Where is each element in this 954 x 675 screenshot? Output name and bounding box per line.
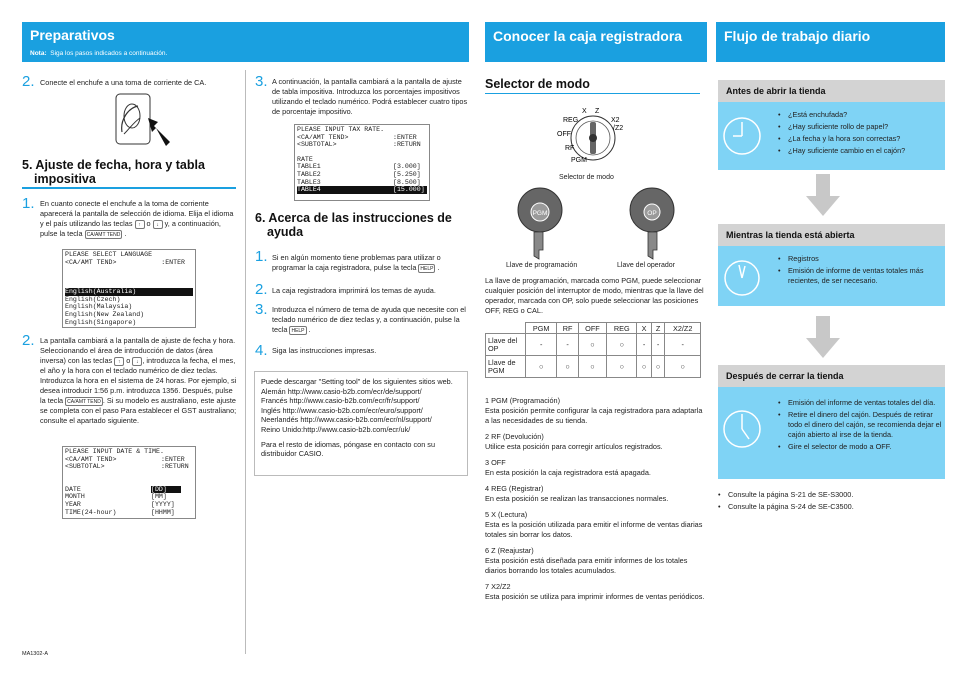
s1-text: En cuanto conecte el enchufe a la toma de corriente aparecerá la pantalla de selección de idioma. Elija el idioma y el país utilizando las teclas ↑ o ↓ y, a continuación, pulse la tecla CA/AMT TEND . xyxy=(40,199,234,238)
down-arrow-key-icon: ↓ xyxy=(153,220,163,229)
help-key-icon: HELP xyxy=(420,265,434,272)
down-arrow-key-icon: ↓ xyxy=(132,357,142,366)
svg-text:OFF: OFF xyxy=(557,131,571,138)
flujo-title: Flujo de trabajo diario xyxy=(724,28,871,44)
info-link[interactable]: Reino Unido:http://www.casio-b2b.com/ecr/uk/ xyxy=(261,424,411,434)
svg-text:RF: RF xyxy=(565,145,575,152)
h4-text: Siga las instrucciones impresas. xyxy=(272,346,377,355)
program-key-icon xyxy=(512,186,572,260)
info-link[interactable]: Alemán http://www.casio-b2b.com/ecr/de/support/ xyxy=(261,386,422,396)
phase-before-open-list: • ¿Está enchufada? • ¿Hay suficiente rollo de papel? • ¿La fecha y la hora son correctas? • ¿Hay suficiente cambio en el cajón? xyxy=(778,110,943,158)
op-key-caption: Llave del operador xyxy=(617,262,675,269)
mode-descriptions: 1 PGM (Programación) Esta posición permite configurar la caja registradora para adaptarla a las necesidades de su tienda. 2 RF (Devolución) Utilice esta posición para corregir artículos registrados. 3 OFF En esta posición la caja registradora está apagada. 4 REG (Registrar) En esta posición se realizan las transacciones normales. 5 X (Lectura) Esta es la posición utilizada para emitir el informe de ventas diarias totales sin borrar los datos. 6 Z (Reajustar) Esta posición está diseñada para emitir informes de los totales diarios borrando los totales acumulados. 7 X2/Z2 Esta posición se utiliza para imprimir informes de ventas periódicos. xyxy=(485,396,705,601)
section-6-title: 6. Acerca de las instrucciones de ayuda xyxy=(255,211,452,239)
svg-text:/Z2: /Z2 xyxy=(613,125,624,132)
phase-open-list: • Registros • Emisión de informe de ventas totales más recientes, de ser necesario. xyxy=(778,254,943,288)
phase-before-open-box xyxy=(718,102,945,170)
up-arrow-key-icon: ↑ xyxy=(135,220,145,229)
conocer-header xyxy=(485,22,707,62)
clock-icon xyxy=(718,246,766,306)
header-note: Nota: Siga los pasos indicados a continuación. xyxy=(30,50,168,57)
preparativos-title: Preparativos xyxy=(30,27,115,43)
download-info-box: Puede descargar "Setting tool" de los siguientes sitios web. Alemán http://www.casio-b2b.com/ecr/de/support/ Francés http://www.casio-b2b.com/ecr/fr/support/ Inglés http://www.casio-b2b.com/ecr/euro/support/ Neerlandés http://www.casio-b2b.com/ecr/nl/support/ Reino Unido:http://www.casio-b2b.com/ecr/uk/ Para el resto de idiomas, póngase en contacto con su distribuidor CASIO. xyxy=(254,371,468,476)
s2-number: 2. xyxy=(22,332,35,349)
h1-number: 1. xyxy=(255,248,268,265)
date-time-screen: PLEASE INPUT DATE & TIME. <CA/AMT TEND> :ENTER <SUBTOTAL> :RETURN DATE [DD] MONTH [MM] YEAR [YYYY] TIME(24-hour) [HHMM] xyxy=(62,446,196,519)
pgm-key-caption: Llave de programación xyxy=(506,262,578,269)
info-link[interactable]: Francés http://www.casio-b2b.com/ecr/fr/support/ xyxy=(261,396,420,406)
column-divider xyxy=(245,70,246,654)
s3-number: 3. xyxy=(255,73,268,90)
step-2-text: Conecte el enchufe a una toma de corriente de CA. xyxy=(40,78,207,87)
conocer-title: Conocer la caja registradora xyxy=(493,28,683,44)
phase-open-box xyxy=(718,246,945,306)
language-screen: PLEASE SELECT LANGUAGE <CA/AMT TEND> :ENTER English(Australia) English(Czech) English(Malaysia) English(New Zealand) English(Singapore) xyxy=(62,249,196,328)
selector-rule xyxy=(485,93,700,94)
svg-text:Z: Z xyxy=(595,108,600,115)
phase-before-open-title: Antes de abrir la tienda xyxy=(718,80,945,102)
flujo-header xyxy=(716,22,945,62)
svg-text:REG: REG xyxy=(563,117,579,124)
phase-after-close-box xyxy=(718,387,945,479)
phase-open-title: Mientras la tienda está abierta xyxy=(718,224,945,246)
down-arrow-icon xyxy=(806,174,840,216)
footnotes: • Consulte la página S-21 de SE-S3000. • Consulte la página S-24 de SE-C3500. xyxy=(718,489,948,513)
dial-caption: Selector de modo xyxy=(559,174,614,181)
operator-key-icon xyxy=(622,186,682,260)
svg-text:OP: OP xyxy=(647,210,657,217)
preparativos-header xyxy=(22,22,469,62)
h3-number: 3. xyxy=(255,301,268,318)
h1-text: Si en algún momento tiene problemas para utilizar o programar la caja registradora, pulse la tecla HELP . xyxy=(272,253,441,272)
down-arrow-icon xyxy=(806,316,840,358)
tax-rate-screen: PLEASE INPUT TAX RATE. <CA/AMT TEND> :ENTER <SUBTOTAL> :RETURN RATE TABLE1 [3.000] TABLE2 [5.250] TABLE3 [8.500] TABLE4 [15.000] xyxy=(294,124,430,201)
svg-text:X2: X2 xyxy=(611,117,620,124)
clock-icon xyxy=(718,387,766,479)
plug-socket-illustration xyxy=(110,92,172,150)
s1-number: 1. xyxy=(22,195,35,212)
ca-amt-tend-key-icon: CA/AMT TEND xyxy=(67,398,101,405)
h2-number: 2. xyxy=(255,281,268,298)
h2-text: La caja registradora imprimirá los temas de ayuda. xyxy=(272,286,436,295)
svg-text:PGM: PGM xyxy=(532,210,548,217)
ca-amt-tend-key-icon: CA/AMT TEND xyxy=(86,231,121,238)
key-position-table: PGM RF OFF REG X Z X2/Z2 Llave del OP - - ○ ○ - - - Llave de PGM ○ ○ ○ ○ ○ ○ ○ xyxy=(485,322,701,378)
s2-text: La pantalla cambiará a la pantalla de ajuste de fecha y hora. Seleccionando el área de introducción de datos (área inversa) con las teclas ↑ o ↓ , introduzca la fecha, el mes, el año y la hora con el teclado numérico de diez teclas. Introduzca la hora en el sistema de 24 horas. Por ejemplo, si desea introducir 1:56 p.m. introduzca 1356. Después, pulse la tecla CA/AMT TEND . Si su modelo es australiano, este ajuste se completa con el paso Para establecer el GST australiano; consulte el apartado siguiente. xyxy=(40,336,237,425)
svg-text:X: X xyxy=(582,108,587,115)
h3-text: Introduzca el número de tema de ayuda que necesite con el teclado numérico de diez teclas y, a continuación, pulse la tecla HELP . xyxy=(272,305,466,334)
info-link[interactable]: Neerlandés http://www.casio-b2b.com/ecr/nl/support/ xyxy=(261,415,432,425)
s3-text: A continuación, la pantalla cambiará a la pantalla de ajuste de tabla impositiva. Introduzca los porcentajes impositivos utilizando el teclado numérico. Podrá establecer cuatro tipos de porcentaje impositivo. xyxy=(272,77,468,116)
mode-selector-dial-icon xyxy=(555,100,635,172)
document-code: MA1302-A xyxy=(22,651,48,657)
clock-icon xyxy=(718,102,766,170)
svg-text:PGM: PGM xyxy=(571,157,587,164)
info-link[interactable]: Inglés http://www.casio-b2b.com/ecr/euro/support/ xyxy=(261,405,423,415)
section-5-title: 5. Ajuste de fecha, hora y tabla impositiva xyxy=(22,158,205,186)
phase-after-close-list: • Emisión del informe de ventas totales del día. • Retire el dinero del cajón. Después de retirar todo el dinero del cajón, se recomienda dejar el cajón abierto al irse de la tienda. • Gire el selector de modo a OFF. xyxy=(778,398,943,454)
up-arrow-key-icon: ↑ xyxy=(114,357,124,366)
selector-subtitle: Selector de modo xyxy=(485,77,590,91)
phase-after-close-title: Después de cerrar la tienda xyxy=(718,365,945,387)
step-2-number: 2. xyxy=(22,73,35,90)
h4-number: 4. xyxy=(255,342,268,359)
key-description: La llave de programación, marcada como PGM, puede seleccionar cualquier posición del interruptor de modo, mientras que la llave del operador, marcada con OP, solo puede seleccionar las posiciones OFF, REG o CAL. xyxy=(485,276,704,315)
section-5-rule xyxy=(22,187,236,189)
help-key-icon: HELP xyxy=(291,327,305,334)
